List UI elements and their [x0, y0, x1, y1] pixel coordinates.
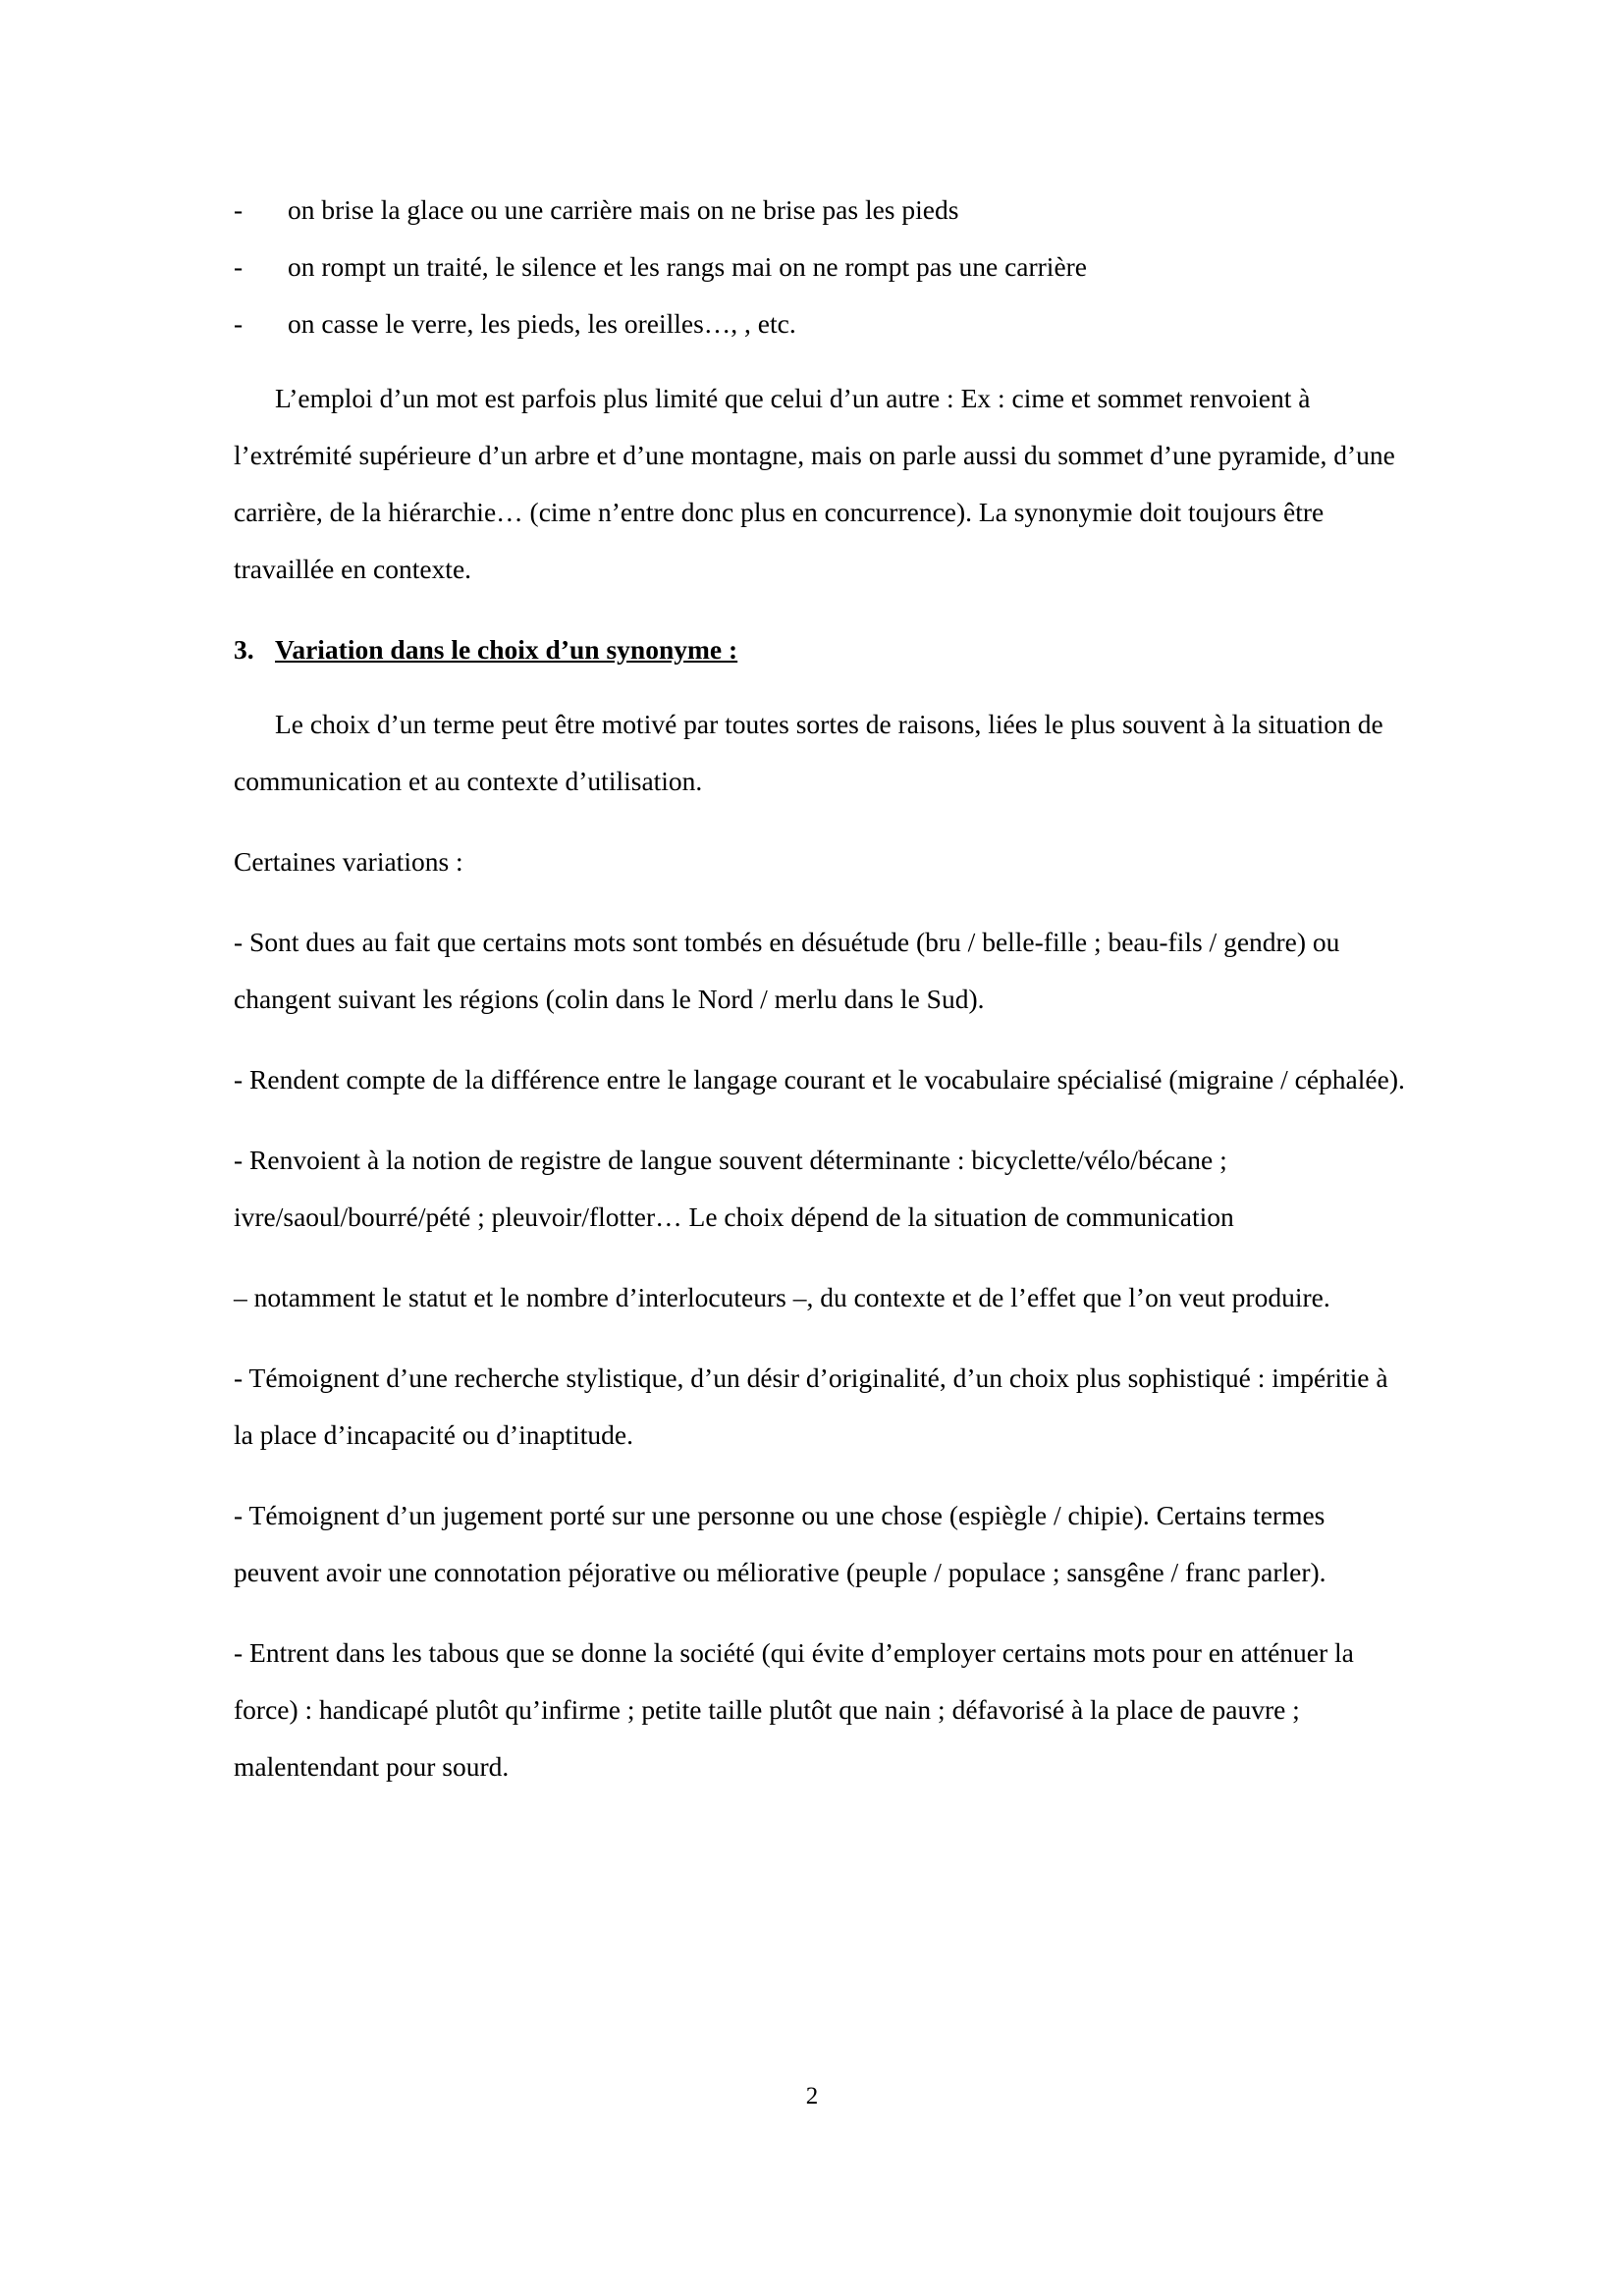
spacer — [234, 678, 1407, 696]
bullet-marker: - — [234, 251, 244, 282]
spacer — [234, 352, 1407, 370]
bullet-marker: - — [234, 194, 244, 225]
variation-item-statut-interlocuteurs: – notamment le statut et le nombre d’interlocuteurs –, du contexte et de l’effet que l’on veut produire. — [234, 1282, 1330, 1312]
variation-item-registre-langue: - Renvoient à la notion de registre de langue souvent déterminante : bicyclette/vélo/bécane ; ivre/saoul/bourré/pété ; pleuvoir/flotter… Le choix dépend de la situation de communication — [234, 1145, 1234, 1232]
paragraph-certaines-variations: Certaines variations : — [234, 846, 463, 877]
variation-item-tabous: - Entrent dans les tabous que se donne la société (qui évite d’employer certains mots pour en atténuer la force) : handicapé plutôt qu’infirme ; petite taille plutôt que nain ; défavorisé à la place de pauvre ; malentendant pour sourd. — [234, 1637, 1354, 1782]
variation-item-jugement-porte: - Témoignent d’un jugement porté sur une personne ou une chose (espiègle / chipie). Certains termes peuvent avoir une connotation péjorative ou méliorative (peuple / populace ; sansgêne / franc parler). — [234, 1500, 1326, 1587]
list-item — [234, 295, 1407, 352]
heading-label: Variation dans le choix d’un synonyme : — [275, 634, 738, 665]
spacer — [234, 1326, 1407, 1350]
heading-variation-choix-synonyme — [234, 621, 1407, 678]
spacer — [234, 1601, 1407, 1625]
spacer — [234, 1464, 1407, 1487]
bullet-text: on brise la glace ou une carrière mais on ne brise pas les pieds — [288, 194, 959, 225]
page-number: 2 — [805, 2083, 819, 2109]
bullet-text: on casse le verre, les pieds, les oreilles…, , etc. — [288, 308, 796, 339]
page-content — [234, 182, 1407, 1795]
list-item — [234, 239, 1407, 295]
spacer — [234, 1246, 1407, 1269]
bullet-list — [234, 182, 1407, 352]
heading-number: 3. — [234, 634, 254, 665]
spacer — [234, 890, 1407, 914]
spacer — [234, 1108, 1407, 1132]
paragraph-choix-terme: Le choix d’un terme peut être motivé par toutes sortes de raisons, liées le plus souvent à la situation de communication et au contexte d’utilisation. — [234, 709, 1383, 796]
bullet-text: on rompt un traité, le silence et les rangs mai on ne rompt pas une carrière — [288, 251, 1088, 282]
spacer — [234, 598, 1407, 621]
variation-item-recherche-stylistique: - Témoignent d’une recherche stylistique, d’un désir d’originalité, d’un choix plus sophistiqué : impéritie à la place d’incapacité ou d’inaptitude. — [234, 1362, 1388, 1450]
paragraph-emploi-mot: L’emploi d’un mot est parfois plus limité que celui d’un autre : Ex : cime et sommet renvoient à l’extrémité supérieure d’un arbre et d’une montagne, mais on parle aussi du sommet d’une pyramide, d’une carrière, de la hiérarchie… (cime n’entre donc plus en concurrence). La synonymie doit toujours être travaillée en contexte. — [234, 383, 1395, 584]
spacer — [234, 810, 1407, 833]
spacer — [234, 1028, 1407, 1051]
bullet-marker: - — [234, 308, 244, 339]
variation-item-langage-courant: - Rendent compte de la différence entre le langage courant et le vocabulaire spécialisé (migraine / céphalée). — [234, 1064, 1405, 1095]
list-item — [234, 182, 1407, 239]
variation-item-desuetude: - Sont dues au fait que certains mots sont tombés en désuétude (bru / belle-fille ; beau-fils / gendre) ou changent suivant les régions (colin dans le Nord / merlu dans le Sud). — [234, 927, 1340, 1014]
